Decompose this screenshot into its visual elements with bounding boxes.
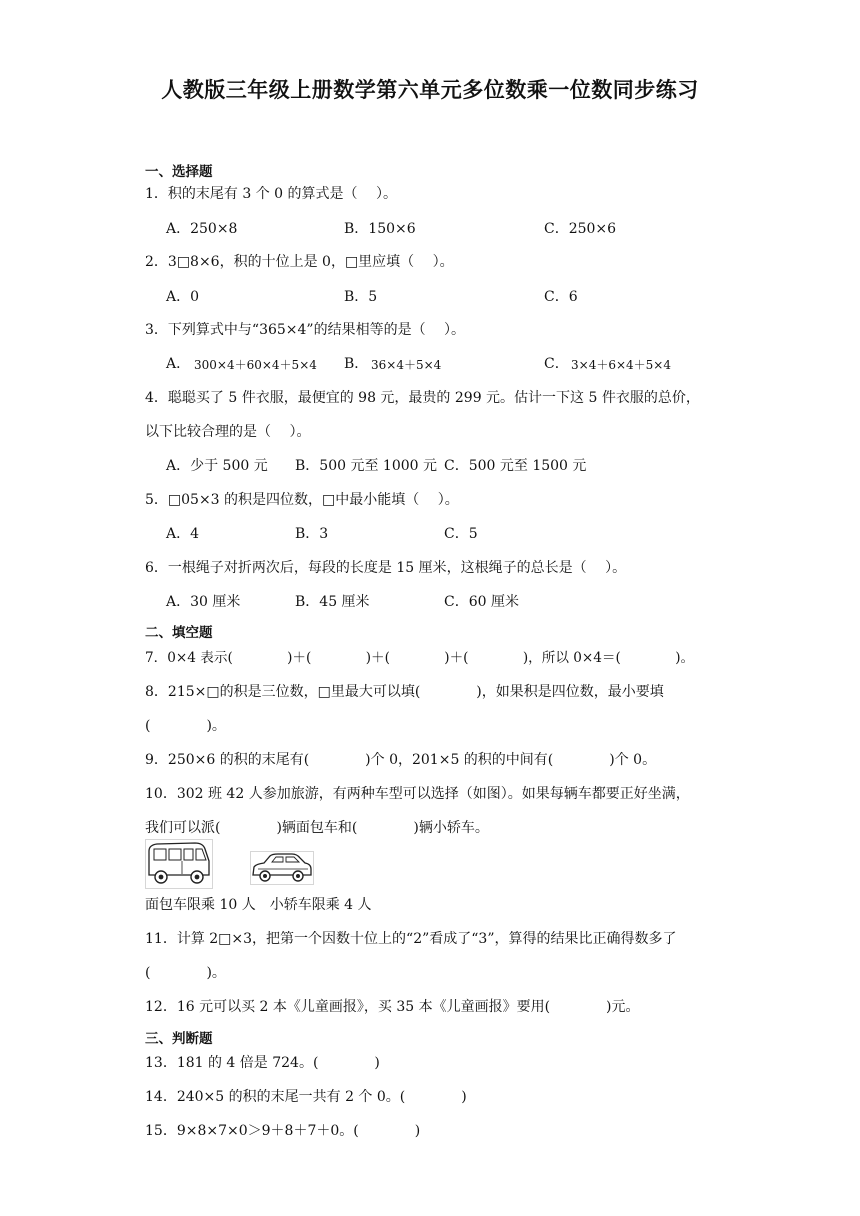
q4-option-c: C．500 元至 1500 元 (444, 458, 587, 474)
q1-option-c: C．250×6 (544, 221, 617, 237)
q1-option-a: A．250×8 (166, 221, 238, 237)
q4-option-a: A．少于 500 元 (166, 458, 268, 474)
van-icon (145, 839, 213, 889)
page-title: 人教版三年级上册数学第六单元多位数乘一位数同步练习 (161, 78, 699, 102)
question-8-line-2: ( )。 (145, 718, 226, 734)
section-choice: 一、选择题 (145, 164, 213, 180)
question-4-line-2: 以下比较合理的是（ ）。 (145, 424, 311, 440)
q3-option-b: 36×4＋5×4 (371, 358, 442, 372)
car-icon (250, 851, 314, 885)
question-9: 9．250×6 的积的末尾有( )个 0，201×5 的积的中间有( )个 0。 (145, 752, 657, 768)
section-judge: 三、判断题 (145, 1031, 213, 1047)
q6-option-a: A．30 厘米 (166, 594, 241, 610)
question-6: 6．一根绳子对折两次后，每段的长度是 15 厘米，这根绳子的总长是（ ）。 (145, 560, 627, 576)
question-1: 1．积的末尾有 3 个 0 的算式是（ ）。 (145, 186, 397, 202)
q6-option-c: C．60 厘米 (444, 594, 519, 610)
question-13: 13．181 的 4 倍是 724。( ) (145, 1055, 380, 1071)
question-14: 14．240×5 的积的末尾一共有 2 个 0。( ) (145, 1089, 467, 1105)
q6-option-b: B．45 厘米 (295, 594, 370, 610)
question-11-line-1: 11．计算 2□×3，把第一个因数十位上的“2”看成了“3”，算得的结果比正确得数多了 (145, 931, 677, 947)
question-7: 7．0×4 表示( )＋( )＋( )＋( )，所以 0×4＝( )。 (145, 650, 695, 666)
question-12: 12．16 元可以买 2 本《儿童画报》，买 35 本《儿童画报》要用( )元。 (145, 999, 640, 1015)
q2-option-b: B．5 (344, 289, 378, 305)
q2-option-c: C．6 (544, 289, 578, 305)
question-4-line-1: 4．聪聪买了 5 件衣服，最便宜的 98 元，最贵的 299 元。估计一下这 5 件衣服的总价， (145, 390, 700, 406)
question-8-line-1: 8．215×□的积是三位数，□里最大可以填( )，如果积是四位数，最小要填 (145, 684, 664, 700)
q2-option-a: A．0 (166, 289, 200, 305)
q3-option-c-label: C． (544, 356, 569, 372)
q3-option-b-label: B． (344, 356, 369, 372)
q1-option-b: B．150×6 (344, 221, 416, 237)
question-15: 15．9×8×7×0＞9＋8＋7＋0。( ) (145, 1123, 421, 1139)
q5-option-c: C．5 (444, 526, 478, 542)
question-3: 3．下列算式中与“365×4”的结果相等的是（ ）。 (145, 322, 466, 338)
q4-option-b: B．500 元至 1000 元 (295, 458, 437, 474)
q3-option-c: 3×4＋6×4＋5×4 (571, 358, 671, 372)
question-10-line-2: 我们可以派( )辆面包车和( )辆小轿车。 (145, 820, 489, 836)
question-10-line-1: 10．302 班 42 人参加旅游，有两种车型可以选择（如图）。如果每辆车都要正好坐满， (145, 786, 690, 802)
question-10-caption: 面包车限乘 10 人 小轿车限乘 4 人 (145, 897, 372, 913)
question-5: 5．□05×3 的积是四位数，□中最小能填（ ）。 (145, 492, 459, 508)
q5-option-b: B．3 (295, 526, 329, 542)
q3-option-a-label: A． (166, 356, 191, 372)
section-fill-in: 二、填空题 (145, 625, 213, 641)
question-2: 2．3□8×6，积的十位上是 0，□里应填（ ）。 (145, 254, 454, 270)
q5-option-a: A．4 (166, 526, 200, 542)
q3-option-a: 300×4＋60×4＋5×4 (194, 358, 317, 372)
question-11-line-2: ( )。 (145, 965, 226, 981)
